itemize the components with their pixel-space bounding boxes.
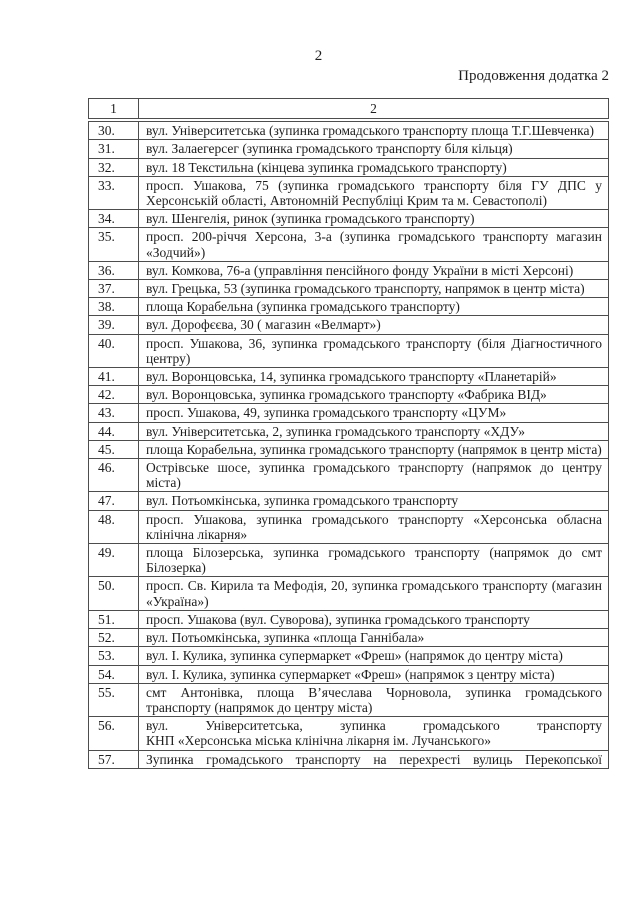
- table-row: [89, 404, 609, 422]
- row-stop-description: площа Білозерська, зупинка громадського транспорту (напрямок до смт Білозерка): [139, 544, 609, 577]
- page-number: 2: [314, 48, 323, 64]
- row-number: 34.: [89, 210, 139, 228]
- row-number: 40.: [89, 334, 139, 367]
- row-stop-description: вул. Університетська, 2, зупинка громадського транспорту «ХДУ»: [139, 422, 609, 440]
- row-number: 43.: [89, 404, 139, 422]
- table-row: [89, 610, 609, 628]
- table-row: [89, 140, 609, 158]
- table-row: [89, 665, 609, 683]
- row-number: 54.: [89, 665, 139, 683]
- row-stop-description: вул. Шенгелія, ринок (зупинка громадського транспорту): [139, 210, 609, 228]
- row-stop-description: просп. Ушакова, 36, зупинка громадського транспорту (біля Діагностичного центру): [139, 334, 609, 367]
- row-number: 37.: [89, 280, 139, 298]
- table-row: [89, 440, 609, 458]
- row-number: 30.: [89, 120, 139, 140]
- row-number: 52.: [89, 629, 139, 647]
- table-row: [89, 261, 609, 279]
- table-row: [89, 544, 609, 577]
- row-number: 46.: [89, 459, 139, 492]
- row-stop-description: вул. Грецька, 53 (зупинка громадського транспорту, напрямок в центр міста): [139, 280, 609, 298]
- row-stop-description: вул. Воронцовська, 14, зупинка громадського транспорту «Планетарій»: [139, 368, 609, 386]
- table-row: [89, 158, 609, 176]
- table-row: [89, 368, 609, 386]
- row-number: 36.: [89, 261, 139, 279]
- table-row: [89, 176, 609, 209]
- table-row: [89, 629, 609, 647]
- table-row: [89, 316, 609, 334]
- table-body: [89, 120, 609, 768]
- row-number: 55.: [89, 683, 139, 716]
- table-row: [89, 683, 609, 716]
- table-row: [89, 492, 609, 510]
- row-stop-description: вул. І. Кулика, зупинка супермаркет «Фреш» (напрямок до центру міста): [139, 647, 609, 665]
- row-number: 41.: [89, 368, 139, 386]
- table-header-row: [89, 99, 609, 121]
- table-row: [89, 334, 609, 367]
- row-stop-description: вул. Комкова, 76-а (управління пенсійного фонду України в місті Херсоні): [139, 261, 609, 279]
- row-stop-description: вул. Дорофєєва, 30 ( магазин «Велмарт»): [139, 316, 609, 334]
- table-row: [89, 386, 609, 404]
- table-row: [89, 228, 609, 261]
- table-row: [89, 510, 609, 543]
- column-header-2: 2: [139, 99, 609, 121]
- table-row: [89, 647, 609, 665]
- column-header-1: 1: [89, 99, 139, 121]
- row-stop-description: вул. Університетська, зупинка громадського транспорту КНП «Херсонська міська клінічна лікарня ім. Лучанського»: [139, 717, 609, 750]
- row-number: 49.: [89, 544, 139, 577]
- row-stop-description: вул. Потьомкінська, зупинка громадського транспорту: [139, 492, 609, 510]
- row-stop-description: Зупинка громадського транспорту на перехресті вулиць Перекопської: [139, 750, 609, 768]
- row-number: 51.: [89, 610, 139, 628]
- row-number: 39.: [89, 316, 139, 334]
- row-number: 38.: [89, 298, 139, 316]
- row-stop-description: просп. Св. Кирила та Мефодія, 20, зупинка громадського транспорту (магазин «Україна»): [139, 577, 609, 610]
- row-number: 45.: [89, 440, 139, 458]
- row-number: 48.: [89, 510, 139, 543]
- row-number: 44.: [89, 422, 139, 440]
- table-row: [89, 422, 609, 440]
- row-stop-description: площа Корабельна, зупинка громадського транспорту (напрямок в центр міста): [139, 440, 609, 458]
- table-row: [89, 280, 609, 298]
- row-stop-description: вул. Потьомкінська, зупинка «площа Ганнібала»: [139, 629, 609, 647]
- table-row: [89, 120, 609, 140]
- table-row: [89, 750, 609, 768]
- row-stop-description: вул. Університетська (зупинка громадського транспорту площа Т.Г.Шевченка): [139, 120, 609, 140]
- table-row: [89, 298, 609, 316]
- row-stop-description: просп. Ушакова, 75 (зупинка громадського транспорту біля ГУ ДПС у Херсонській області, Автономній Республіці Крим та м. Севастополі): [139, 176, 609, 209]
- row-stop-description: просп. 200-річчя Херсона, 3-а (зупинка громадського транспорту магазин «Зодчий»): [139, 228, 609, 261]
- table-row: [89, 577, 609, 610]
- row-number: 47.: [89, 492, 139, 510]
- row-stop-description: площа Корабельна (зупинка громадського транспорту): [139, 298, 609, 316]
- table-row: [89, 459, 609, 492]
- row-stop-description: вул. І. Кулика, зупинка супермаркет «Фреш» (напрямок з центру міста): [139, 665, 609, 683]
- row-number: 57.: [89, 750, 139, 768]
- row-stop-description: вул. Воронцовська, зупинка громадського транспорту «Фабрика ВІД»: [139, 386, 609, 404]
- row-number: 50.: [89, 577, 139, 610]
- row-number: 31.: [89, 140, 139, 158]
- row-number: 33.: [89, 176, 139, 209]
- row-stop-description: вул. Залаегерсег (зупинка громадського транспорту біля кільця): [139, 140, 609, 158]
- row-stop-description: просп. Ушакова, зупинка громадського транспорту «Херсонська обласна клінічна лікарня»: [139, 510, 609, 543]
- row-number: 35.: [89, 228, 139, 261]
- row-number: 32.: [89, 158, 139, 176]
- transport-stops-table: [88, 98, 609, 769]
- appendix-continuation-label: Продовження додатка 2: [458, 68, 609, 84]
- table-row: [89, 717, 609, 750]
- table-row: [89, 210, 609, 228]
- row-stop-description: просп. Ушакова (вул. Суворова), зупинка громадського транспорту: [139, 610, 609, 628]
- row-number: 42.: [89, 386, 139, 404]
- row-number: 56.: [89, 717, 139, 750]
- row-stop-description: просп. Ушакова, 49, зупинка громадського транспорту «ЦУМ»: [139, 404, 609, 422]
- row-stop-description: вул. 18 Текстильна (кінцева зупинка громадського транспорту): [139, 158, 609, 176]
- row-stop-description: смт Антонівка, площа В’ячеслава Чорновола, зупинка громадського транспорту (напрямок до центру міста): [139, 683, 609, 716]
- row-number: 53.: [89, 647, 139, 665]
- row-stop-description: Острівське шосе, зупинка громадського транспорту (напрямок до центру міста): [139, 459, 609, 492]
